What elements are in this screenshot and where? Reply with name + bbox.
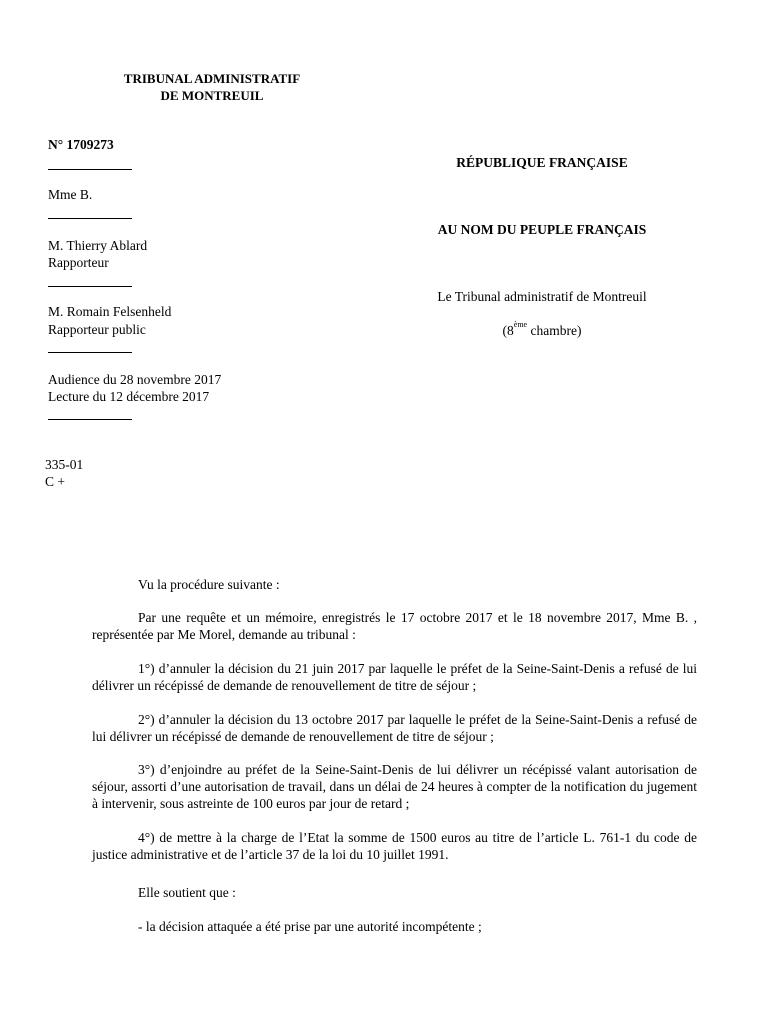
body-paragraph-5 — [92, 829, 697, 863]
court-name-line2: DE MONTREUIL — [160, 88, 264, 103]
audience-date: Audience du 28 novembre 2017 — [48, 372, 222, 387]
classification-mark: C + — [45, 474, 65, 489]
case-number: N° 1709273 — [48, 137, 114, 152]
rapporteur-public-role: Rapporteur public — [48, 322, 146, 337]
chamber-sup: ème — [513, 320, 528, 329]
body-paragraph-6 — [92, 884, 697, 901]
party-name: Mme B. — [48, 187, 93, 202]
body-paragraph-4 — [92, 761, 697, 812]
tribunal-line: Le Tribunal administratif de Montreuil — [437, 289, 647, 304]
divider — [48, 352, 132, 353]
rapporteur-public-name: M. Romain Felsenheld — [48, 304, 172, 319]
divider — [48, 419, 132, 420]
body-paragraph-7 — [92, 918, 697, 935]
au-nom-heading: AU NOM DU PEUPLE FRANÇAIS — [437, 222, 647, 237]
divider — [48, 218, 132, 219]
body-paragraph-2 — [92, 660, 697, 694]
body-paragraph-5-text: 4°) de mettre à la charge de l’Etat la somme de 1500 euros au titre de l’article L. 761-1 du code de justice administrative et de l’article 37 de la loi du 10 juillet 1991. — [92, 830, 697, 862]
body-paragraph-1-text: Par une requête et un mémoire, enregistrés le 17 octobre 2017 et le 18 novembre 2017, Mme B. , représentée par Me Morel, demande au tribunal : — [92, 610, 697, 642]
classification-code: 335-01 — [45, 457, 84, 472]
divider — [48, 286, 132, 287]
body-paragraph-6-text: Elle soutient que : — [138, 885, 236, 900]
body-paragraph-7-text: - la décision attaquée a été prise par une autorité incompétente ; — [138, 919, 482, 934]
body-paragraph-3-text: 2°) d’annuler la décision du 13 octobre 2017 par laquelle le préfet de la Seine-Saint-Denis a refusé de lui délivrer un récépissé de demande de renouvellement de titre de séjour ; — [92, 712, 697, 744]
body-paragraph-4-text: 3°) d’enjoindre au préfet de la Seine-Saint-Denis de lui délivrer un récépissé valant autorisation de séjour, assorti d’une autorisation de travail, dans un délai de 24 heures à compter de la notification du jugement à intervenir, sous astreinte de 100 euros par jour de retard ; — [92, 762, 697, 811]
rapporteur-name: M. Thierry Ablard — [48, 238, 148, 253]
body-vu-text: Vu la procédure suivante : — [138, 577, 280, 592]
body-paragraph-2-text: 1°) d’annuler la décision du 21 juin 2017 par laquelle le préfet de la Seine-Saint-Denis a refusé de lui délivrer un récépissé de demande de renouvellement de titre de séjour ; — [92, 661, 697, 693]
chamber-open: (8 — [502, 323, 514, 338]
body-paragraph-1 — [92, 609, 697, 643]
divider — [48, 169, 132, 170]
body-paragraph-3 — [92, 711, 697, 745]
body-vu — [92, 576, 697, 593]
republic-heading: RÉPUBLIQUE FRANÇAISE — [456, 155, 628, 170]
court-name-line1: TRIBUNAL ADMINISTRATIF — [123, 71, 301, 86]
lecture-date: Lecture du 12 décembre 2017 — [48, 389, 210, 404]
chamber-close: chambre) — [527, 323, 582, 338]
rapporteur-role: Rapporteur — [48, 255, 109, 270]
chamber-line — [410, 320, 674, 339]
